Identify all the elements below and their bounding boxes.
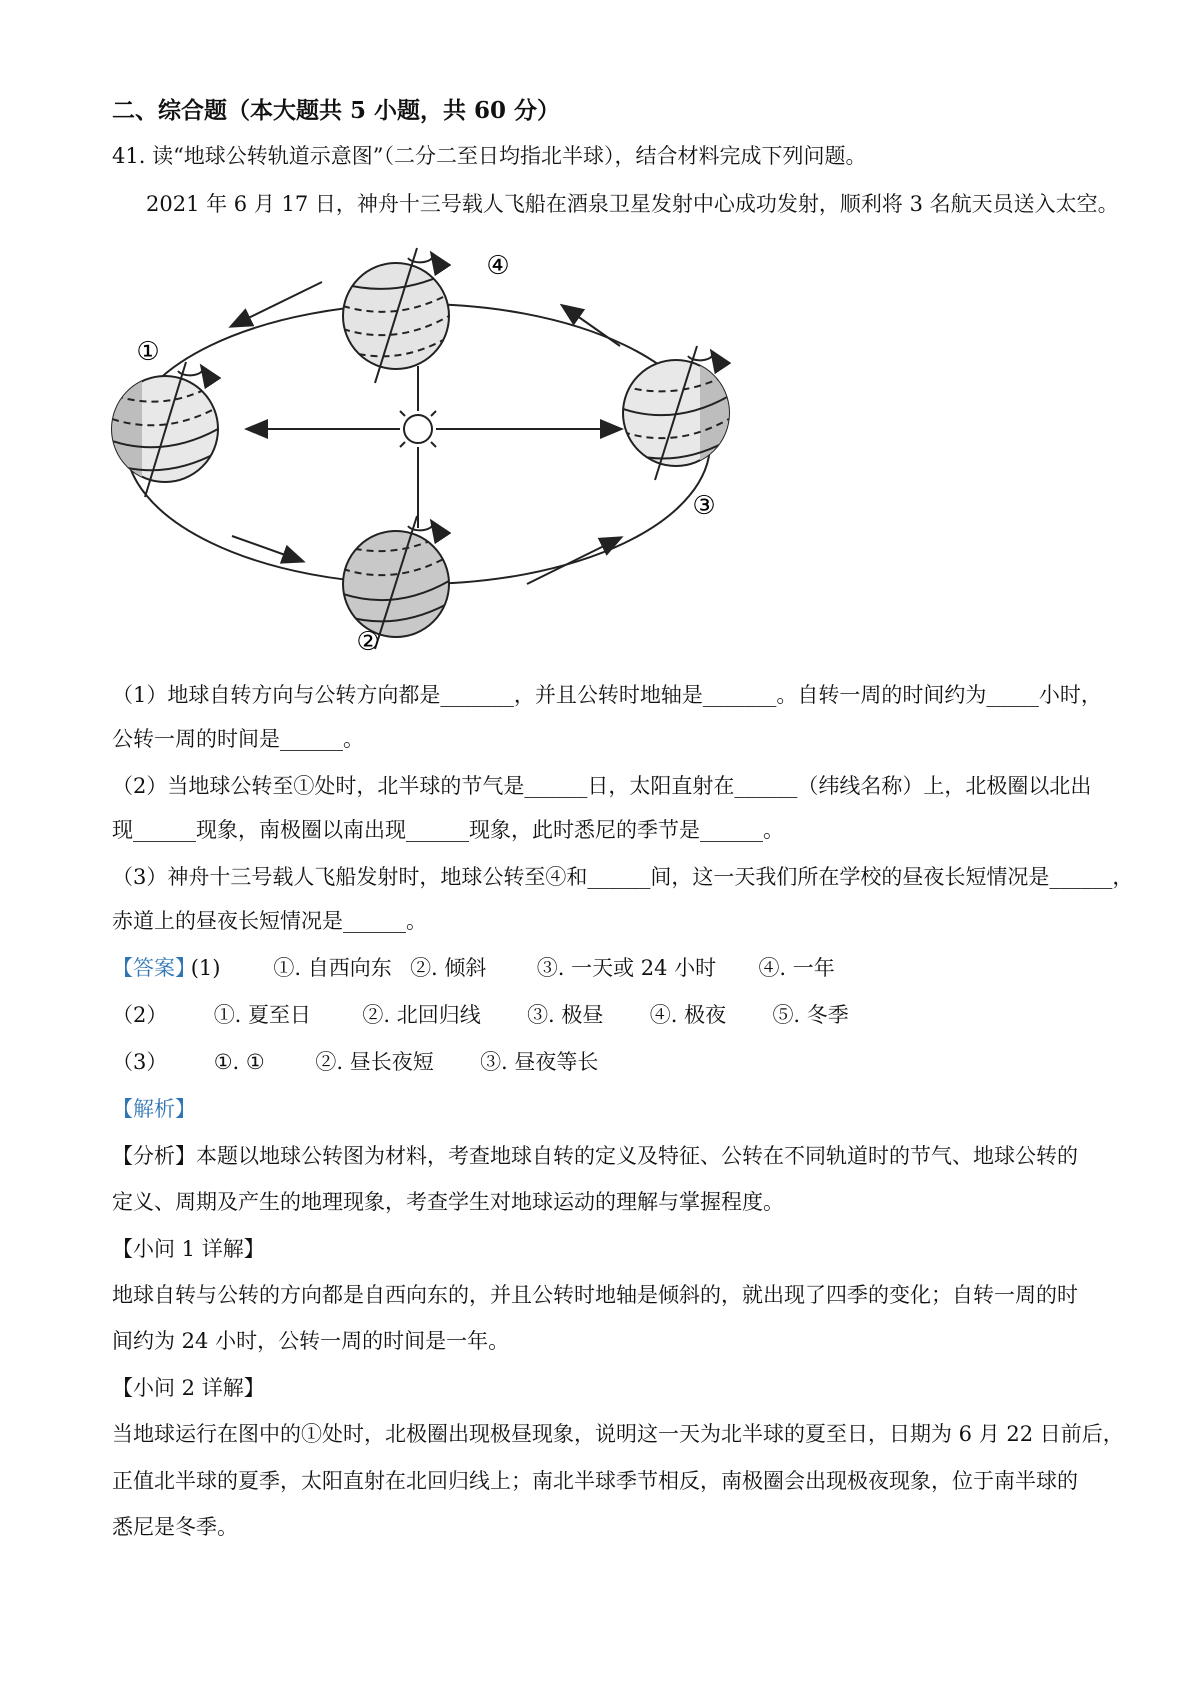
- answer-row-2: [112, 1000, 849, 1030]
- orbit-arrow: [527, 538, 620, 584]
- answer-num: （2）: [112, 1003, 168, 1027]
- answer-row-1: [112, 953, 835, 983]
- answer-item: ④. 一年: [758, 956, 835, 980]
- question-stem: 41. 读“地球公转轨道示意图”（二分二至日均指北半球），结合材料完成下列问题。: [112, 144, 867, 168]
- q2-detail-line-2: 正值北半球的夏季，太阳直射在北回归线上；南北半球季节相反，南极圈会出现极夜现象，位于南半球的: [112, 1469, 1078, 1493]
- sun-icon: [393, 404, 443, 454]
- position-label-4: ④: [486, 251, 510, 281]
- answer-item: ③. 昼夜等长: [480, 1050, 599, 1074]
- answer-item: ③. 一天或 24 小时: [536, 956, 717, 980]
- subquestion-3-line-1: （3）神舟十三号载人飞船发射时，地球公转至④和______间，这一天我们所在学校的昼夜长短情况是______，: [112, 865, 1134, 889]
- q2-detail-line-1: 当地球运行在图中的①处时，北极圈出现极昼现象，说明这一天为北半球的夏至日，日期为 6 月 22 日前后，: [112, 1422, 1124, 1446]
- subquestion-2-line-2: 现______现象，南极圈以南出现______现象，此时悉尼的季节是______。: [112, 818, 784, 842]
- q1-detail-line-1: 地球自转与公转的方向都是自西向东的，并且公转时地轴是倾斜的，就出现了四季的变化；自转一周的时: [112, 1283, 1078, 1307]
- q1-detail-title: 【小问 1 详解】: [112, 1237, 265, 1261]
- orbit-arrow: [232, 282, 322, 326]
- q2-detail-title: 【小问 2 详解】: [112, 1376, 265, 1400]
- position-label-1: ①: [136, 337, 160, 367]
- answer-label: 【答案】: [112, 956, 196, 980]
- answer-item: ②. 北回归线: [362, 1003, 481, 1027]
- q2-detail-line-3: 悉尼是冬季。: [112, 1515, 238, 1539]
- analysis-label: 【解析】: [112, 1097, 196, 1121]
- answer-item: ①. 夏至日: [213, 1003, 312, 1027]
- question-material: 2021 年 6 月 17 日，神舟十三号载人飞船在酒泉卫星发射中心成功发射，顺利将 3 名航天员送入太空。: [146, 192, 1119, 216]
- analysis-intro-line-1: 【分析】本题以地球公转图为材料，考查地球自转的定义及特征、公转在不同轨道时的节气、地球公转的: [112, 1144, 1078, 1168]
- answer-item: ②. 昼长夜短: [315, 1050, 434, 1074]
- orbit-arrow: [563, 306, 620, 346]
- answer-num: （3）: [112, 1050, 168, 1074]
- answer-item: ①. 自西向东: [273, 956, 392, 980]
- answer-item: ⑤. 冬季: [772, 1003, 849, 1027]
- subquestion-3-line-2: 赤道上的昼夜长短情况是______。: [112, 909, 427, 933]
- position-label-2: ②: [356, 627, 380, 656]
- orbit-arrow: [232, 536, 302, 561]
- earth-orbit-diagram: [0, 236, 1200, 656]
- q1-detail-line-2: 间约为 24 小时，公转一周的时间是一年。: [112, 1329, 510, 1353]
- answer-row-3: [112, 1047, 598, 1077]
- answer-num: (1): [190, 956, 221, 980]
- position-label-3: ③: [692, 491, 716, 521]
- subquestion-1-line-2: 公转一周的时间是______。: [112, 727, 364, 751]
- answer-item: ①. ①: [213, 1050, 265, 1074]
- earth-globe-position-4: [343, 248, 449, 383]
- subquestion-2-line-1: （2）当地球公转至①处时，北半球的节气是______日，太阳直射在______（纬线名称）上，北极圈以北出: [112, 774, 1092, 798]
- analysis-intro-line-2: 定义、周期及产生的地理现象，考查学生对地球运动的理解与掌握程度。: [112, 1190, 784, 1214]
- answer-item: ③. 极昼: [527, 1003, 604, 1027]
- earth-globe-position-1: [112, 362, 218, 497]
- section-title: 二、综合题（本大题共 5 小题，共 60 分）: [112, 97, 561, 124]
- earth-globe-position-3: [623, 346, 730, 480]
- answer-item: ②. 倾斜: [410, 956, 487, 980]
- subquestion-1-line-1: （1）地球自转方向与公转方向都是_______，并且公转时地轴是_______。自转一周的时间约为_____小时，: [112, 683, 1102, 707]
- answer-item: ④. 极夜: [649, 1003, 727, 1027]
